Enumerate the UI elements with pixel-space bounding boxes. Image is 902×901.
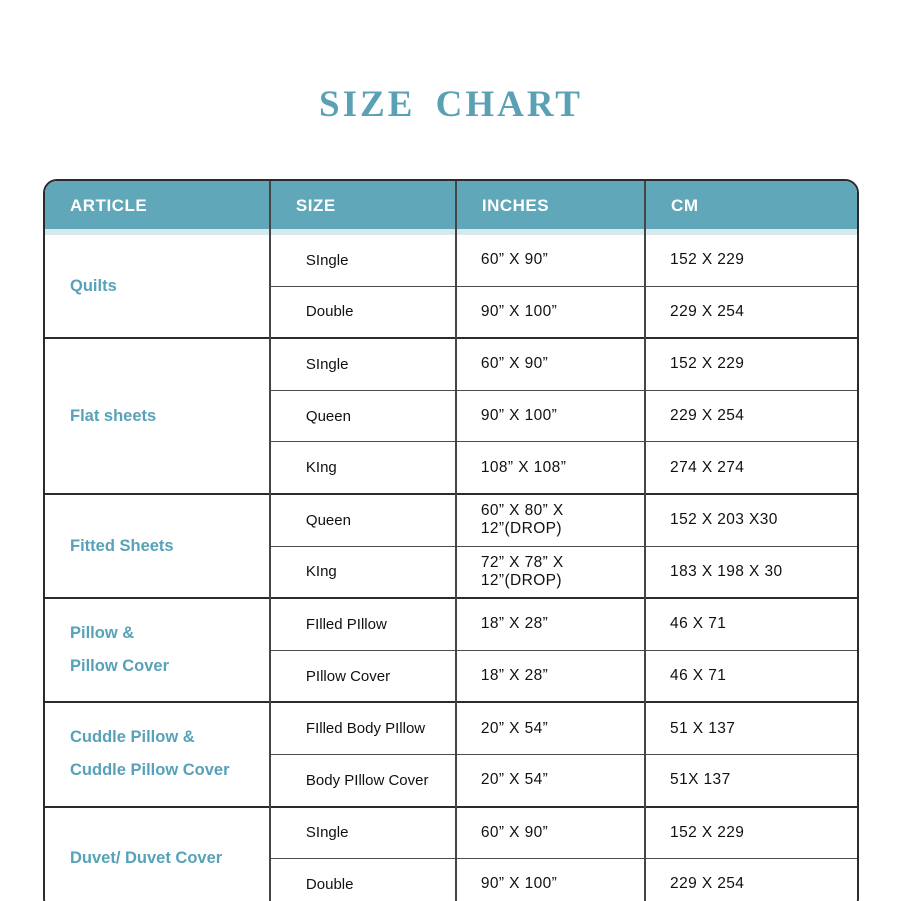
- inches-cell: 60” X 90”: [456, 338, 645, 390]
- header-inches: INCHES: [456, 181, 645, 235]
- article-line: Pillow Cover: [70, 657, 170, 676]
- article-line: Flat sheets: [70, 406, 157, 425]
- article-cell: [45, 807, 270, 901]
- inches-cell: 18” X 28”: [456, 650, 645, 702]
- article-cell: [45, 598, 270, 702]
- inches-cell: 108” X 108”: [456, 442, 645, 494]
- article-cell: [45, 235, 270, 338]
- cm-cell: 152 X 229: [645, 338, 857, 390]
- inches-cell: 90” X 100”: [456, 390, 645, 442]
- article-line: Fitted Sheets: [70, 536, 174, 555]
- table-row: [45, 235, 857, 286]
- size-chart-table: [45, 181, 857, 901]
- header-row: [45, 181, 857, 235]
- inches-cell: 90” X 100”: [456, 859, 645, 901]
- cm-cell: 46 X 71: [645, 598, 857, 650]
- article-line: Pillow &: [70, 624, 135, 643]
- table-row: [45, 338, 857, 390]
- cm-cell: 183 X 198 X 30: [645, 546, 857, 598]
- cm-cell: 152 X 229: [645, 235, 857, 286]
- page-title: SIZE CHART: [319, 84, 583, 125]
- size-cell: FIlled PIllow: [270, 598, 456, 650]
- header-cm: CM: [645, 181, 857, 235]
- inches-cell: 20” X 54”: [456, 754, 645, 806]
- table-row: [45, 494, 857, 546]
- article-cell: [45, 338, 270, 494]
- article-line: Cuddle Pillow Cover: [70, 761, 230, 780]
- inches-cell: 60” X 80” X 12”(DROP): [456, 494, 645, 546]
- size-cell: Queen: [270, 390, 456, 442]
- size-cell: KIng: [270, 546, 456, 598]
- table-body: [45, 235, 857, 901]
- inches-cell: 90” X 100”: [456, 286, 645, 338]
- size-cell: Queen: [270, 494, 456, 546]
- size-cell: SIngle: [270, 235, 456, 286]
- size-cell: KIng: [270, 442, 456, 494]
- inches-cell: 18” X 28”: [456, 598, 645, 650]
- article-line: Duvet/ Duvet Cover: [70, 849, 223, 868]
- inches-cell: 20” X 54”: [456, 702, 645, 754]
- cm-cell: 51X 137: [645, 754, 857, 806]
- inches-cell: 72” X 78” X 12”(DROP): [456, 546, 645, 598]
- size-cell: Double: [270, 286, 456, 338]
- size-chart-table-container: [43, 179, 859, 901]
- header-article: ARTICLE: [45, 181, 270, 235]
- size-cell: SIngle: [270, 807, 456, 859]
- header-size: SIZE: [270, 181, 456, 235]
- cm-cell: 46 X 71: [645, 650, 857, 702]
- table-row: [45, 807, 857, 859]
- size-cell: SIngle: [270, 338, 456, 390]
- cm-cell: 229 X 254: [645, 286, 857, 338]
- size-cell: PIllow Cover: [270, 650, 456, 702]
- inches-cell: 60” X 90”: [456, 235, 645, 286]
- table-row: [45, 702, 857, 754]
- article-line: Quilts: [70, 276, 117, 295]
- cm-cell: 152 X 203 X30: [645, 494, 857, 546]
- inches-cell: 60” X 90”: [456, 807, 645, 859]
- cm-cell: 51 X 137: [645, 702, 857, 754]
- cm-cell: 229 X 254: [645, 859, 857, 901]
- cm-cell: 274 X 274: [645, 442, 857, 494]
- table-row: [45, 598, 857, 650]
- size-cell: Double: [270, 859, 456, 901]
- cm-cell: 229 X 254: [645, 390, 857, 442]
- size-cell: Body PIllow Cover: [270, 754, 456, 806]
- size-cell: FIlled Body PIllow: [270, 702, 456, 754]
- article-cell: [45, 702, 270, 806]
- article-cell: [45, 494, 270, 598]
- article-line: Cuddle Pillow &: [70, 728, 195, 747]
- cm-cell: 152 X 229: [645, 807, 857, 859]
